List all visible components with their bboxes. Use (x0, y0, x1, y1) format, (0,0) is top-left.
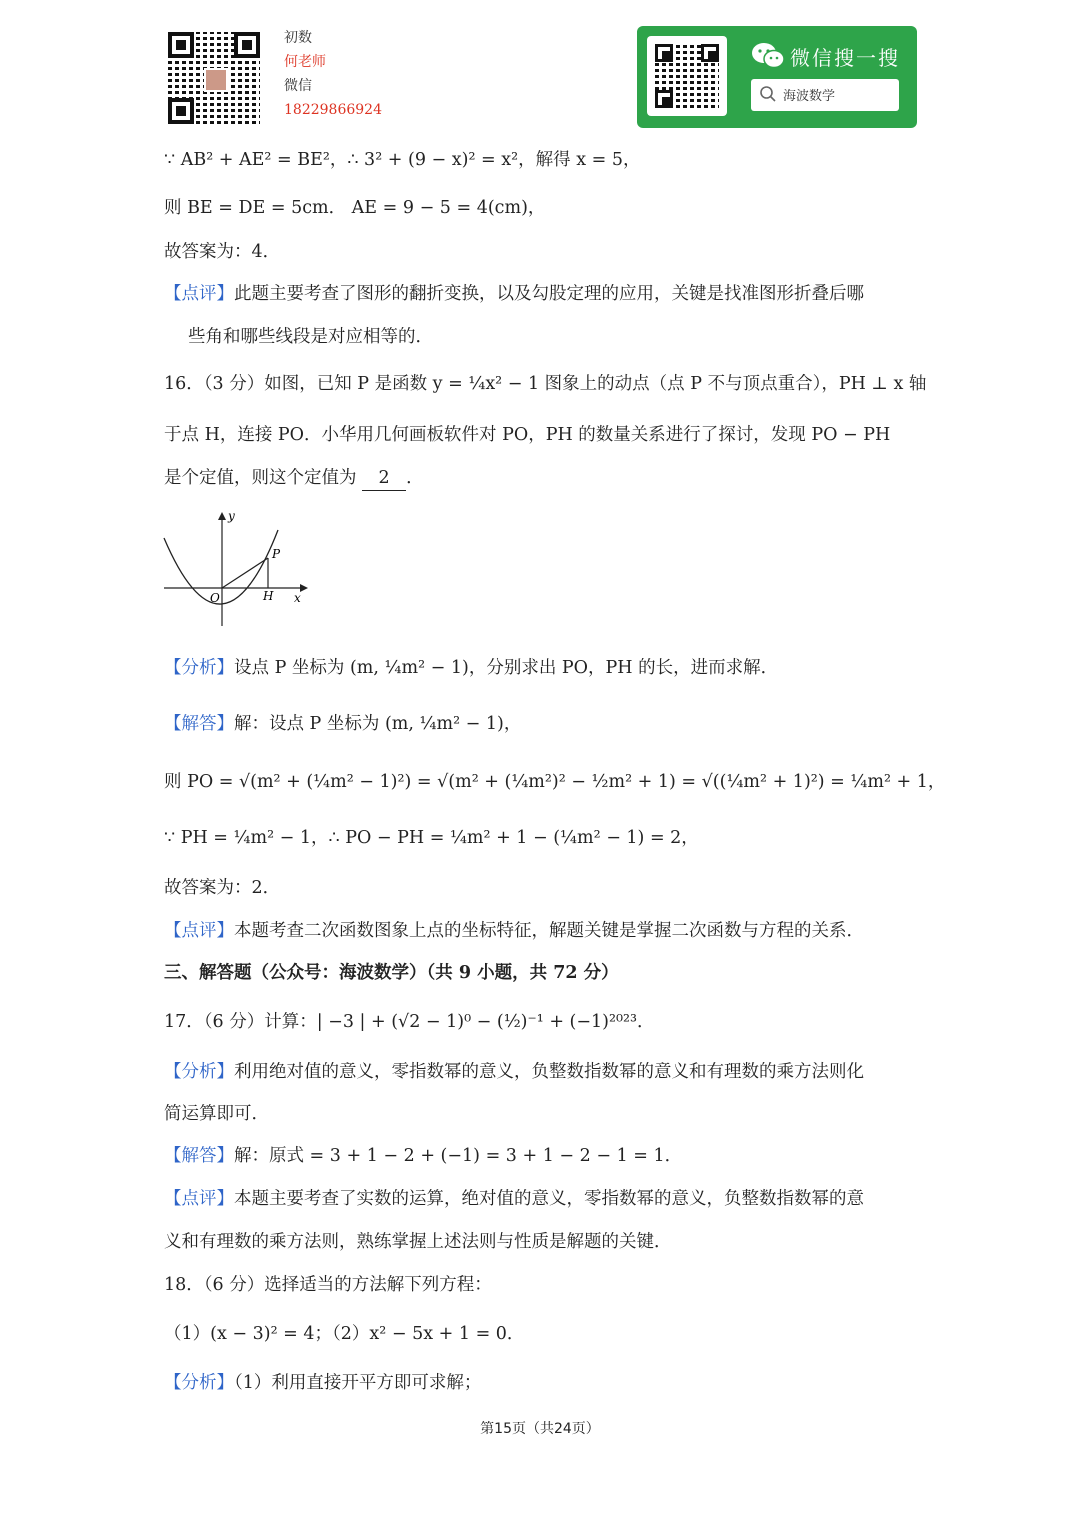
parabola-curve (164, 530, 278, 604)
comment-16-text: 本题考查二次函数图象上点的坐标特征，解题关键是掌握二次函数与方程的关系． (234, 921, 864, 941)
solution-16 (164, 712, 521, 736)
label-y: y (228, 509, 235, 523)
contact-info (284, 26, 382, 122)
comment-16-tag: 【点评】 (164, 921, 234, 941)
contact-phone: 18229866924 (284, 102, 382, 118)
wechat-title: 微信搜一搜 (790, 46, 900, 70)
solution-17-tag: 【解答】 (164, 1146, 234, 1166)
comment-line-15-cont: 些角和哪些线段是对应相等的． (188, 327, 433, 347)
section-3-title: 三、解答题（公众号：海波数学）（共 9 小题，共 72 分） (164, 963, 619, 983)
question-16-line-3 (164, 466, 424, 491)
comment-text: 此题主要考查了图形的翻折变换，以及勾股定理的应用，关键是找准图形折叠后哪 (234, 284, 864, 304)
page-number: 第15页（共24页） (480, 1421, 600, 1437)
search-box[interactable] (751, 79, 899, 111)
comment-tag: 【点评】 (164, 284, 234, 304)
analysis-17-text: 利用绝对值的意义，零指数幂的意义，负整数指数幂的意义和有理数的乘方法则化 (234, 1062, 864, 1082)
analysis-18 (164, 1371, 481, 1395)
question-16-line-1: 16．（3 分）如图，已知 P 是函数 y = ¼x² − 1 图象上的动点（点 P 不与顶点重合），PH ⊥ x 轴 (164, 374, 927, 394)
contact-subject: 初数 (284, 30, 312, 46)
analysis-18-text: （1）利用直接开平方即可求解； (234, 1373, 482, 1393)
qr-frame (647, 36, 727, 116)
question-16-answer: 2 (362, 466, 406, 491)
equation-po-ph: ∵ PH = ¼m² − 1，∴ PO − PH = ¼m² + 1 − (¼m² − 1) = 2， (164, 828, 699, 848)
label-o: O (210, 591, 220, 605)
comment-17-cont: 义和有理数的乘方法则，熟练掌握上述法则与性质是解题的关键． (164, 1232, 672, 1252)
label-h: H (263, 589, 274, 603)
answer-line-15: 故答案为：4． (164, 242, 281, 262)
comment-17 (164, 1187, 864, 1211)
search-icon (759, 85, 777, 107)
parabola-figure (160, 506, 310, 636)
comment-17-text: 本题主要考查了实数的运算，绝对值的意义，零指数幂的意义，负整数指数幂的意 (234, 1189, 864, 1209)
solution-text: 解：设点 P 坐标为 (m, ¼m² − 1)， (234, 714, 522, 734)
x-axis-arrow (300, 584, 308, 592)
analysis-tag: 【分析】 (164, 658, 234, 678)
comment-17-tag: 【点评】 (164, 1189, 234, 1209)
solution-line-1: ∵ AB² + AE² = BE²，∴ 3² + (9 − x)² = x²，解得 x = 5， (164, 150, 641, 170)
analysis-text: 设点 P 坐标为 (m, ¼m² − 1)，分别求出 PO，PH 的长，进而求解． (234, 658, 779, 678)
solution-17 (164, 1144, 682, 1168)
analysis-17-tag: 【分析】 (164, 1062, 234, 1082)
analysis-18-tag: 【分析】 (164, 1373, 234, 1393)
contact-wechat-label: 微信 (284, 78, 312, 94)
question-18: 18．（6 分）选择适当的方法解下列方程： (164, 1275, 492, 1295)
contact-teacher: 何老师 (284, 54, 326, 70)
analysis-17-cont: 简运算即可． (164, 1104, 269, 1124)
solution-line-2: 则 BE = DE = 5cm． AE = 9 − 5 = 4(cm)， (164, 198, 546, 218)
wechat-search-card (637, 26, 917, 128)
analysis-16 (164, 656, 778, 680)
question-18-items: （1）(x − 3)² = 4；（2）x² − 5x + 1 = 0． (164, 1324, 525, 1344)
analysis-17 (164, 1060, 864, 1084)
label-p: P (272, 547, 281, 561)
question-16-end: ． (406, 468, 424, 488)
label-x: x (294, 591, 301, 605)
solution-tag: 【解答】 (164, 714, 234, 734)
search-qr-code (655, 44, 719, 108)
wechat-logo-icon (751, 42, 785, 74)
answer-16: 故答案为：2． (164, 878, 281, 898)
question-16-text: 是个定值，则这个定值为 (164, 468, 357, 488)
question-16-line-2: 于点 H，连接 PO．小华用几何画板软件对 PO，PH 的数量关系进行了探讨，发现 PO − PH (164, 425, 891, 445)
search-text: 海波数学 (783, 89, 836, 104)
comment-line-15 (164, 282, 864, 306)
solution-17-text: 解：原式 = 3 + 1 − 2 + (−1) = 3 + 1 − 2 − 1 = 1． (234, 1146, 683, 1166)
contact-qr-code (168, 32, 260, 124)
comment-16 (164, 919, 864, 943)
segment-po (222, 558, 268, 588)
question-17: 17．（6 分）计算：| −3 | + (√2 − 1)⁰ − (½)⁻¹ + (−1)²⁰²³． (164, 1012, 655, 1032)
equation-po: 则 PO = √(m² + (¼m² − 1)²) = √(m² + (¼m²)² − ½m² + 1) = √((¼m² + 1)²) = ¼m² + 1， (164, 772, 946, 792)
y-axis-arrow (218, 512, 226, 520)
